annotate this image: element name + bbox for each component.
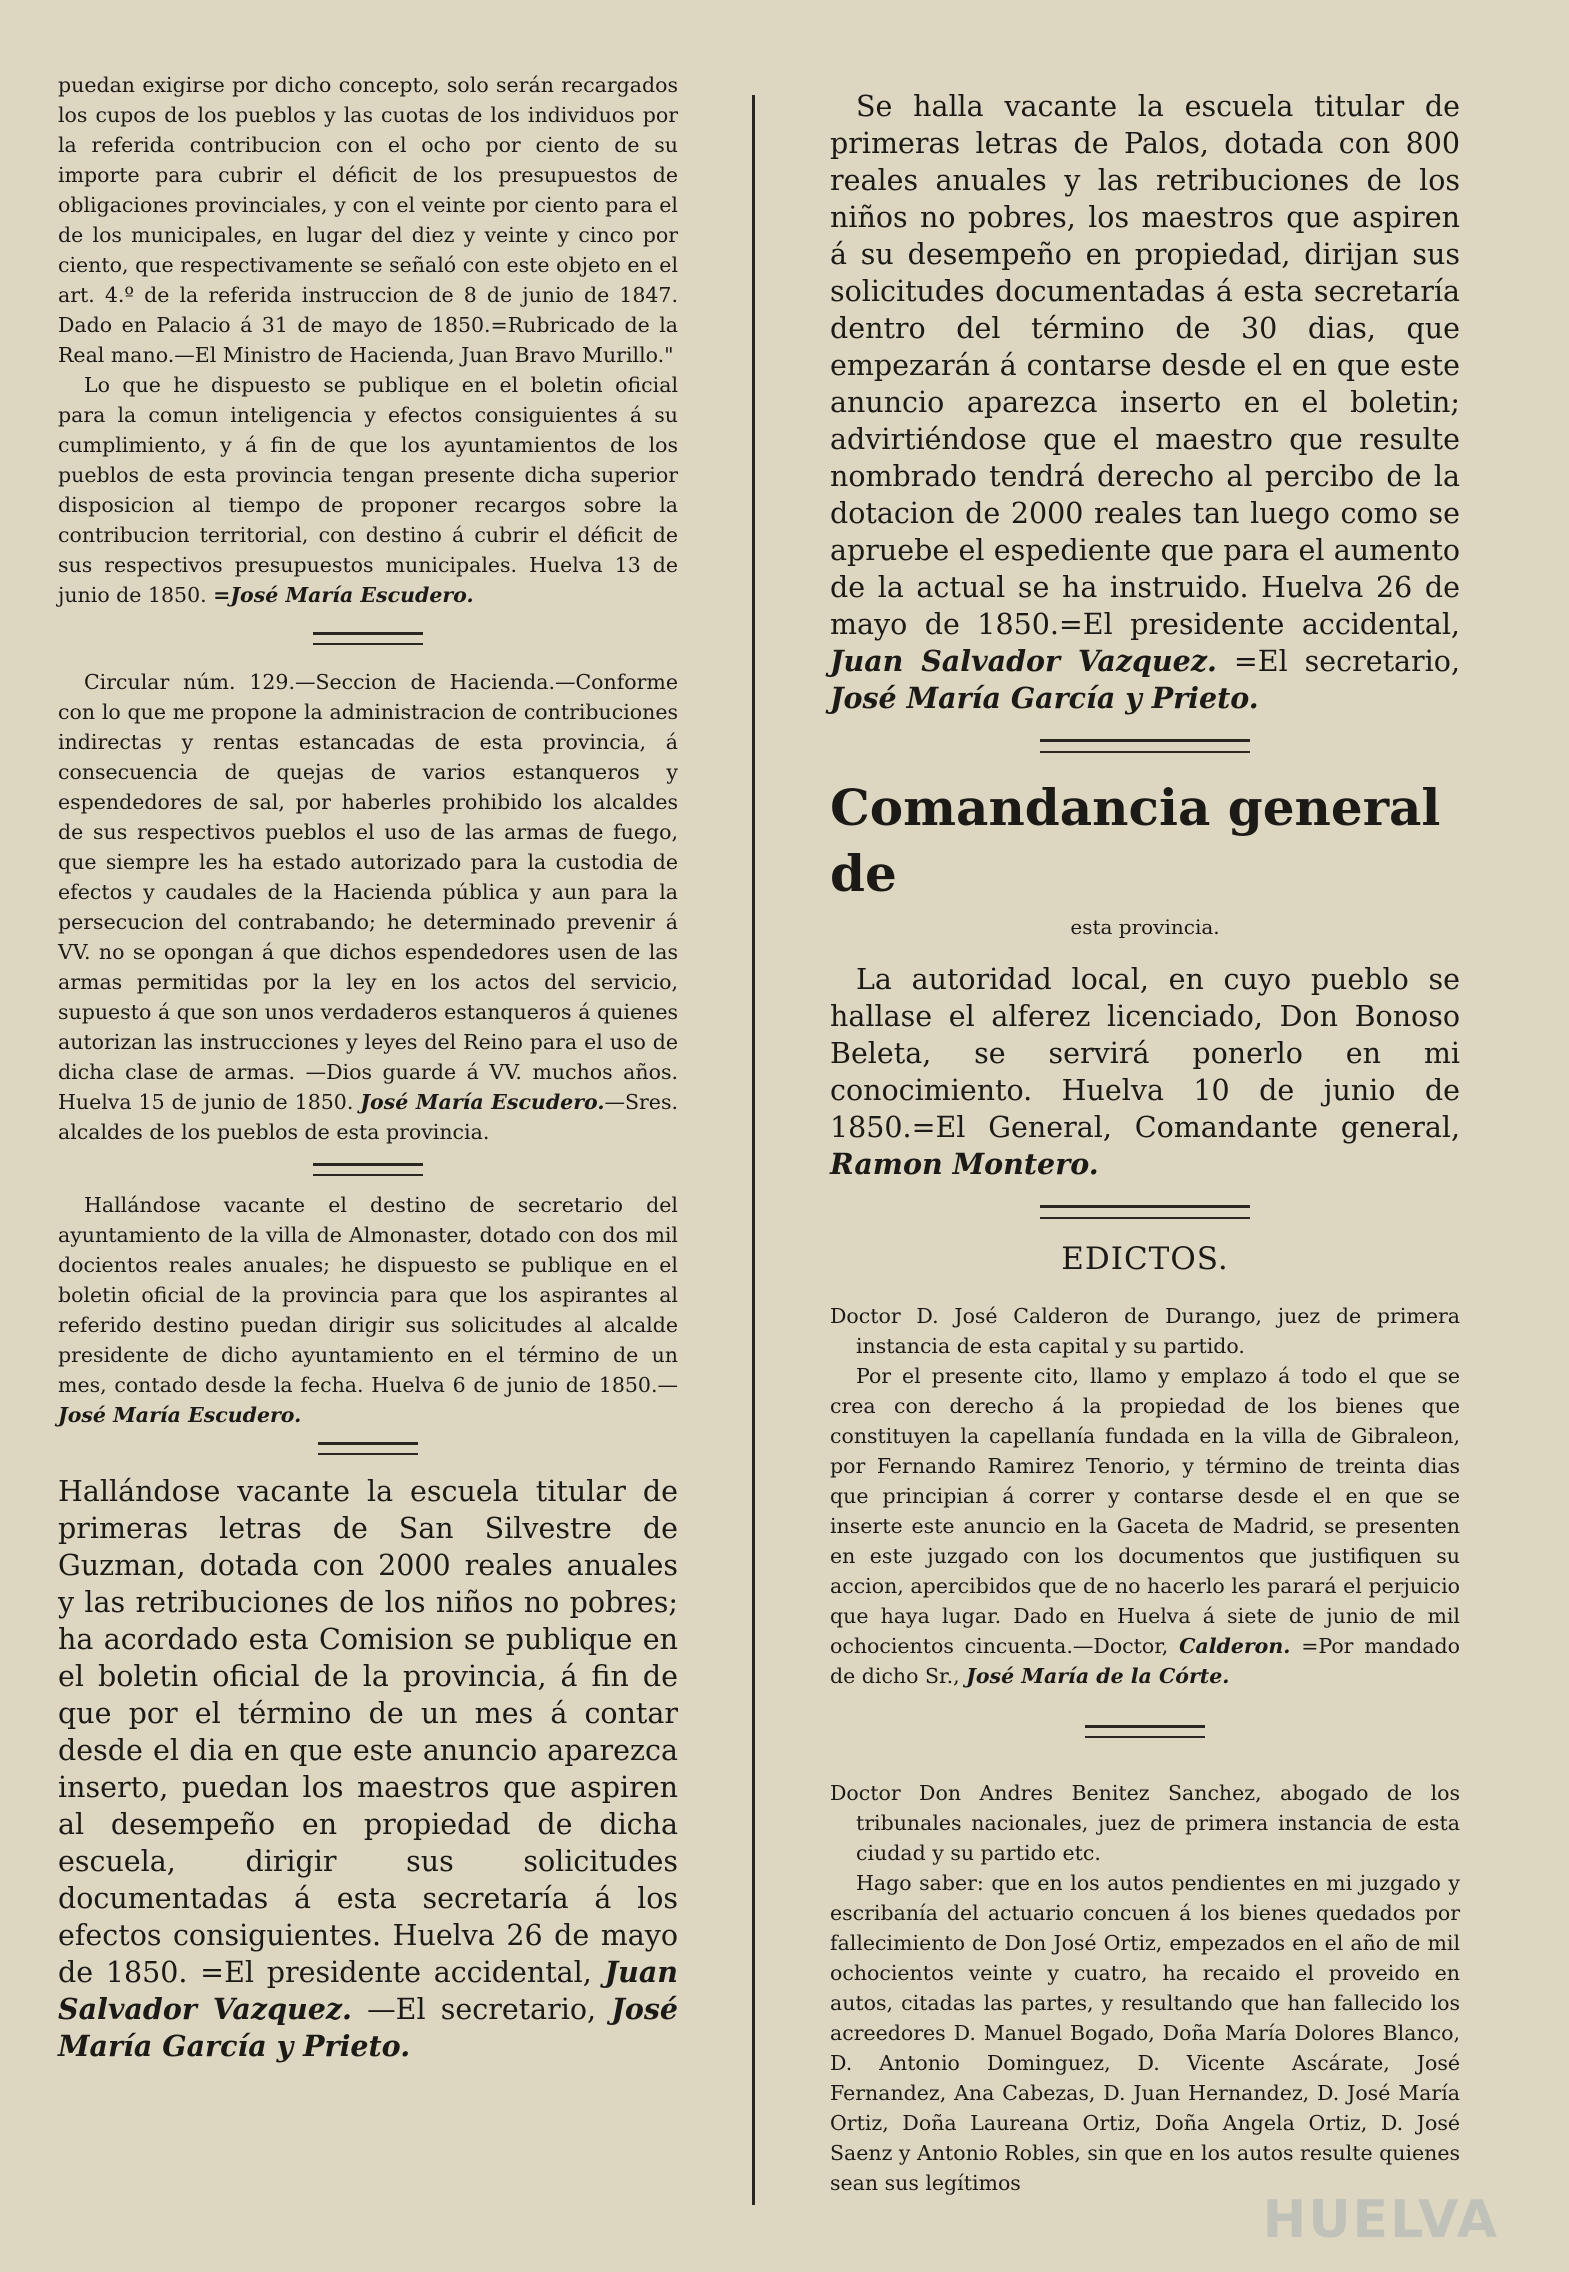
circular-129: Circular núm. 129.—Seccion de Hacienda.—Conforme con lo que me propone la administracion de contribuciones indirectas y rentas estancadas de esta provincia, á consecuencia de quejas de varios estanqueros y espendedores de sal, por haberles prohibido los alcaldes de sus respectivos pueblos el uso de las armas de fuego, que siempre les ha estado autorizado para la custodia de efectos y caudales de la Hacienda pública y aun para la persecucion del contrabando; he determinado prevenir á VV. no se opongan á que dichos espendedores usen de las armas permitidas por la ley en los actos del servicio, supuesto á que son unos verdaderos estanqueros á quienes autorizan las instrucciones y leyes del Reino para el uso de dicha clase de armas. —Dios guarde á VV. muchos años. Huelva 15 de junio de 1850. José María Escudero.—Sres. alcaldes de los pueblos de esta provincia. (58, 670, 678, 1144)
publication-notice: Lo que he dispuesto se publique en el boletin oficial para la comun inteligencia y efectos consiguientes á su cumplimiento, y á fin de que los ayuntamientos de los pueblos de esta provincia tengan presente dicha superior disposicion al tiempo de proponer recargos sobre la contribucion territorial, con destino á cubrir el déficit de sus respectivos presupuestos municipales. Huelva 13 de junio de 1850. =José María Escudero. (58, 373, 678, 607)
signature: José María Escudero. (360, 1090, 605, 1114)
signature: José María García y Prieto. (58, 1992, 678, 2063)
column-divider (752, 95, 755, 2205)
separator-rule (1040, 739, 1250, 753)
separator-rule (313, 1163, 423, 1176)
edict-1-body: Por el presente cito, llamo y emplazo á todo el que se crea con derecho á la propiedad de los bienes que constituyen la capellanía fundada en la villa de Gibraleon, por Fernando Ramirez Tenorio, y término de treinta dias que principian á correr y contarse desde el en que se inserte este anuncio en la Gaceta de Madrid, se presenten en este juzgado con los documentos que justifiquen su accion, apercibidos que de no hacerlo les parará el perjuicio que haya lugar. Dado en Huelva á siete de junio de mil ochocientos cincuenta.—Doctor, Calderon. =Por mandado de dicho Sr., José María de la Córte. (830, 1364, 1460, 1688)
comandancia-notice: La autoridad local, en cuyo pueblo se hallase el alferez licenciado, Don Bonoso Beleta, se servirá ponerlo en mi conocimiento. Huelva 10 de junio de 1850.=El General, Comandante general, Ramon Montero. (830, 963, 1460, 1181)
separator-rule (1040, 1205, 1250, 1219)
signature: José María de la Córte. (966, 1664, 1230, 1688)
right-column (830, 88, 1460, 2198)
edict-2-body: Hago saber: que en los autos pendientes en mi juzgado y escribanía del actuario concuen á los bienes quedados por fallecimiento de Don José Ortiz, empezados en el año de mil ochocientos veinte y cuatro, ha recaido el proveido en autos, citadas las partes, y resultando que han fallecido los acreedores D. Manuel Bogado, Doña María Dolores Blanco, D. Antonio Dominguez, D. Vicente Ascárate, José Fernandez, Ana Cabezas, D. Juan Hernandez, D. José María Ortiz, Doña Laureana Ortiz, Doña Angela Ortiz, D. José Saenz y Antonio Robles, sin que en los autos resulte quienes sean sus legítimos (830, 1871, 1460, 2195)
signature: Ramon Montero. (830, 1147, 1099, 1181)
edict-1-heading: Doctor D. José Calderon de Durango, juez de primera instancia de esta capital y su partido. (830, 1304, 1460, 1358)
separator-rule (1085, 1725, 1205, 1738)
edictos-heading: EDICTOS. (1061, 1241, 1229, 1277)
signature: José María García y Prieto. (830, 681, 1259, 715)
section-heading: Comandancia general de (830, 778, 1441, 903)
archive-watermark: HUELVA (1262, 2190, 1499, 2250)
decree-continuation: puedan exigirse por dicho concepto, solo serán recargados los cupos de los pueblos y las cuotas de los individuos por la referida contribucion con el ocho por ciento de su importe para cubrir el déficit de los presupuestos de obligaciones provinciales, y con el veinte por ciento para el de los municipales, en lugar del diez y veinte y cinco por ciento, que respectivamente se señaló con este objeto en el art. 4.º de la referida instruccion de 8 de junio de 1847. Dado en Palacio á 31 de mayo de 1850.=Rubricado de la Real mano.—El Ministro de Hacienda, Juan Bravo Murillo." (58, 73, 678, 367)
section-subheading: esta provincia. (1070, 915, 1220, 939)
palos-school-notice: Se halla vacante la escuela titular de primeras letras de Palos, dotada con 800 reales anuales y las retribuciones de los niños no pobres, los maestros que aspiren á su desempeño en propiedad, dirijan sus solicitudes documentadas á esta secretaría dentro del término de 30 dias, que empezarán á contarse desde el en que este anuncio aparezca inserto en el boletin; advirtiéndose que el maestro que resulte nombrado tendrá derecho al percibo de la dotacion de 2000 reales tan luego como se apruebe el espediente que para el aumento de la actual se ha instruido. Huelva 26 de mayo de 1850.=El presidente accidental, Juan Salvador Vazquez. =El secretario, José María García y Prieto. (830, 90, 1461, 715)
signature: Juan Salvador Vazquez. (830, 644, 1217, 678)
separator-rule (318, 1442, 418, 1455)
separator-rule (313, 632, 423, 645)
san-silvestre-school-notice: Hallándose vacante la escuela titular de primeras letras de San Silvestre de Guzman, dotada con 2000 reales anuales y las retribuciones de los niños no pobres; ha acordado esta Comision se publique en el boletin oficial de la provincia, á fin de que por el término de un mes á contar desde el dia en que este anuncio aparezca inserto, puedan los maestros que aspiren al desempeño en propiedad de dicha escuela, dirigir sus solicitudes documentadas á esta secretaría á los efectos consiguientes. Huelva 26 de mayo de 1850. =El presidente accidental, Juan Salvador Vazquez. —El secretario, José María García y Prieto. (58, 1475, 679, 2063)
signature: =José María Escudero. (213, 583, 474, 607)
signature: Calderon. (1179, 1634, 1291, 1658)
signature: José María Escudero. (58, 1403, 302, 1427)
edict-2-heading: Doctor Don Andres Benitez Sanchez, abogado de los tribunales nacionales, juez de primera instancia de esta ciudad y su partido etc. (830, 1781, 1460, 1865)
left-column (58, 70, 678, 2065)
signature: Juan Salvador Vazquez. (58, 1955, 679, 2026)
almonaster-notice: Hallándose vacante el destino de secretario del ayuntamiento de la villa de Almonaster, dotado con dos mil docientos reales anuales; he dispuesto se publique en el boletin oficial de la provincia para que los aspirantes al referido destino puedan dirigir sus solicitudes al alcalde presidente de dicho ayuntamiento en el término de un mes, contado desde la fecha. Huelva 6 de junio de 1850.—José María Escudero. (58, 1193, 678, 1427)
